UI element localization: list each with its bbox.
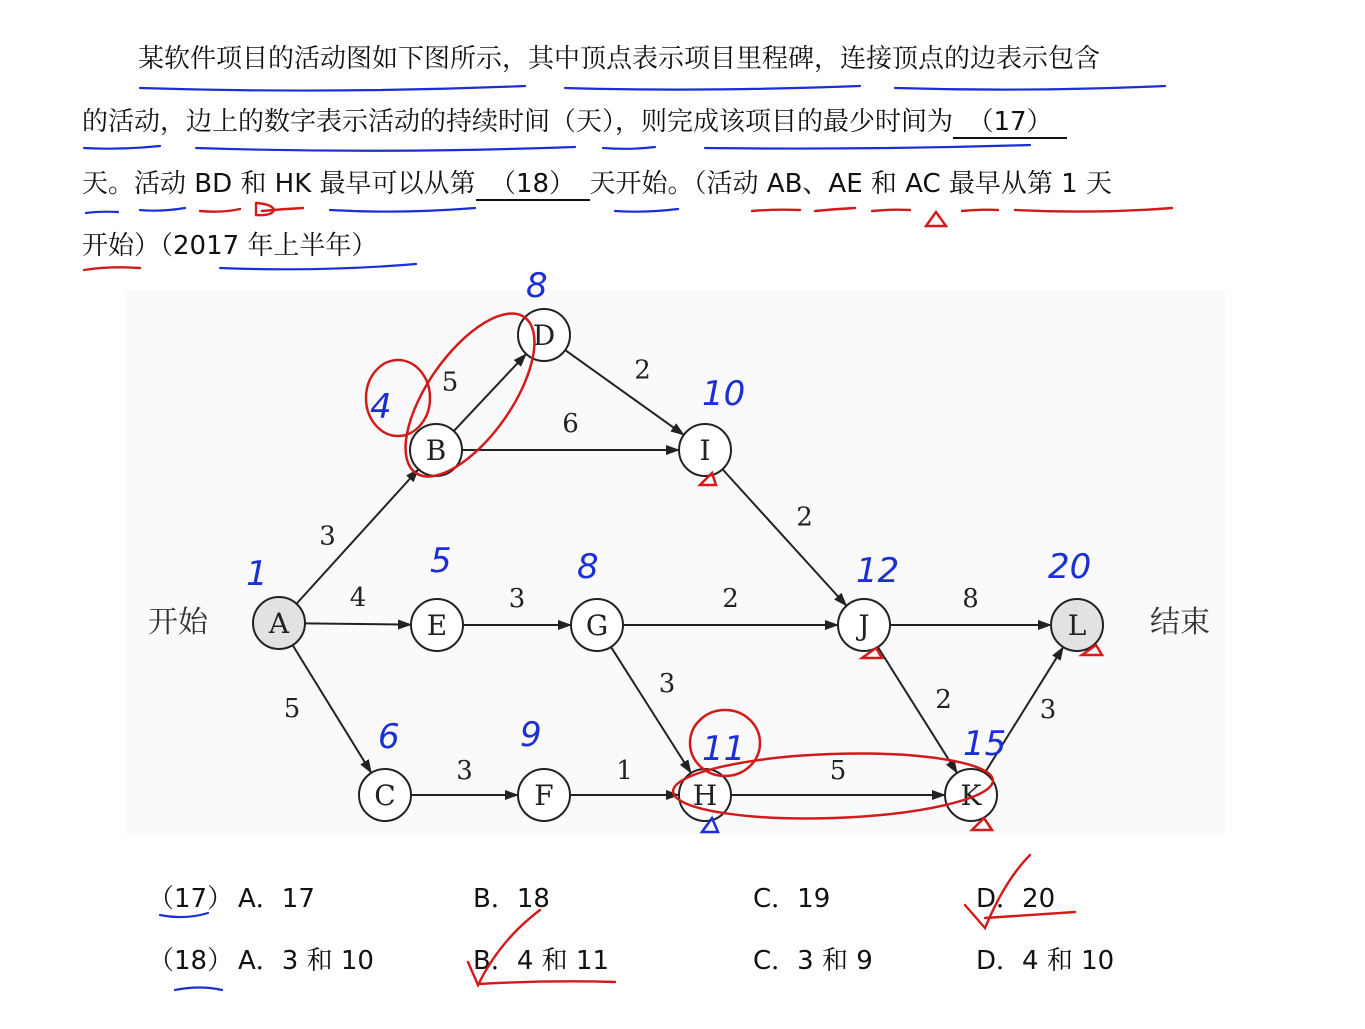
node-label-F: F xyxy=(534,779,554,812)
handwritten-number-F: 9 xyxy=(520,715,542,755)
handwritten-number-J: 12 xyxy=(856,551,900,591)
option-18-b[interactable]: B．4 和 11 xyxy=(473,946,609,976)
node-label-C: C xyxy=(374,779,396,812)
node-label-G: G xyxy=(585,609,609,642)
answer-blank-17: （17） xyxy=(953,107,1067,139)
edge-weight-A-E: 4 xyxy=(349,583,367,613)
option-17-c[interactable]: C．19 xyxy=(753,884,831,914)
handwritten-number-H: 11 xyxy=(702,729,746,769)
question-text: 的活动，边上的数字表示活动的持续时间（天），则完成该项目的最少时间为 xyxy=(82,107,954,137)
edge-weight-F-H: 1 xyxy=(616,756,633,786)
node-label-L: L xyxy=(1067,609,1087,642)
edge-weight-B-D: 5 xyxy=(441,367,459,398)
handwritten-number-G: 8 xyxy=(577,547,599,587)
edge-weight-D-I: 2 xyxy=(634,355,651,386)
edge-A-E xyxy=(305,623,411,624)
option-17-b[interactable]: B．18 xyxy=(473,884,550,914)
end-label: 结束 xyxy=(1150,605,1210,640)
edge-weight-J-L: 8 xyxy=(962,584,979,614)
node-label-E: E xyxy=(426,609,448,642)
node-label-A: A xyxy=(268,607,290,640)
handwritten-number-E: 5 xyxy=(430,541,452,581)
handwritten-number-C: 6 xyxy=(378,717,400,757)
question-text: 某软件项目的活动图如下图所示，其中顶点表示项目里程碑，连接顶点的边表示包含 xyxy=(138,44,1101,74)
option-number-18: （18） xyxy=(148,946,234,976)
handwritten-number-B: 4 xyxy=(370,387,392,427)
node-label-H: H xyxy=(692,779,718,812)
handwritten-number-K: 15 xyxy=(963,724,1007,764)
option-18-a[interactable]: A．3 和 10 xyxy=(238,946,374,976)
handwritten-number-I: 10 xyxy=(702,374,746,414)
edge-weight-J-K: 2 xyxy=(935,685,952,715)
handwritten-number-L: 20 xyxy=(1048,547,1092,587)
edge-weight-A-C: 5 xyxy=(283,694,301,724)
start-label: 开始 xyxy=(148,605,208,640)
option-18-d[interactable]: D．4 和 10 xyxy=(976,946,1115,976)
node-label-I: I xyxy=(699,434,711,467)
question-text: 天。活动 BD 和 HK 最早可以从第 xyxy=(82,169,476,199)
node-label-J: J xyxy=(858,609,870,642)
handwritten-number-D: 8 xyxy=(526,266,548,306)
edge-weight-I-J: 2 xyxy=(796,502,813,533)
option-18-c[interactable]: C．3 和 9 xyxy=(753,946,873,976)
question-text: 开始）（2017 年上半年） xyxy=(82,231,378,261)
option-17-a[interactable]: A．17 xyxy=(238,884,315,914)
option-number-17: （17） xyxy=(148,884,234,914)
node-label-D: D xyxy=(532,319,556,352)
question-text: 天开始。（活动 AB、AE 和 AC 最早从第 1 天 xyxy=(589,169,1112,199)
edge-weight-E-G: 3 xyxy=(508,584,526,614)
node-label-K: K xyxy=(960,779,982,812)
node-label-B: B xyxy=(425,434,447,467)
edge-weight-G-H: 3 xyxy=(658,669,676,699)
edge-weight-B-I: 6 xyxy=(562,409,579,439)
answer-blank-18: （18） xyxy=(476,169,590,201)
option-17-d[interactable]: D．20 xyxy=(976,884,1056,914)
edge-weight-C-F: 3 xyxy=(456,756,473,786)
edge-weight-H-K: 5 xyxy=(829,756,847,786)
edge-weight-A-B: 3 xyxy=(319,521,336,552)
handwritten-number-A: 1 xyxy=(246,554,268,594)
edge-weight-K-L: 3 xyxy=(1039,695,1057,725)
edge-weight-G-J: 2 xyxy=(722,584,739,614)
